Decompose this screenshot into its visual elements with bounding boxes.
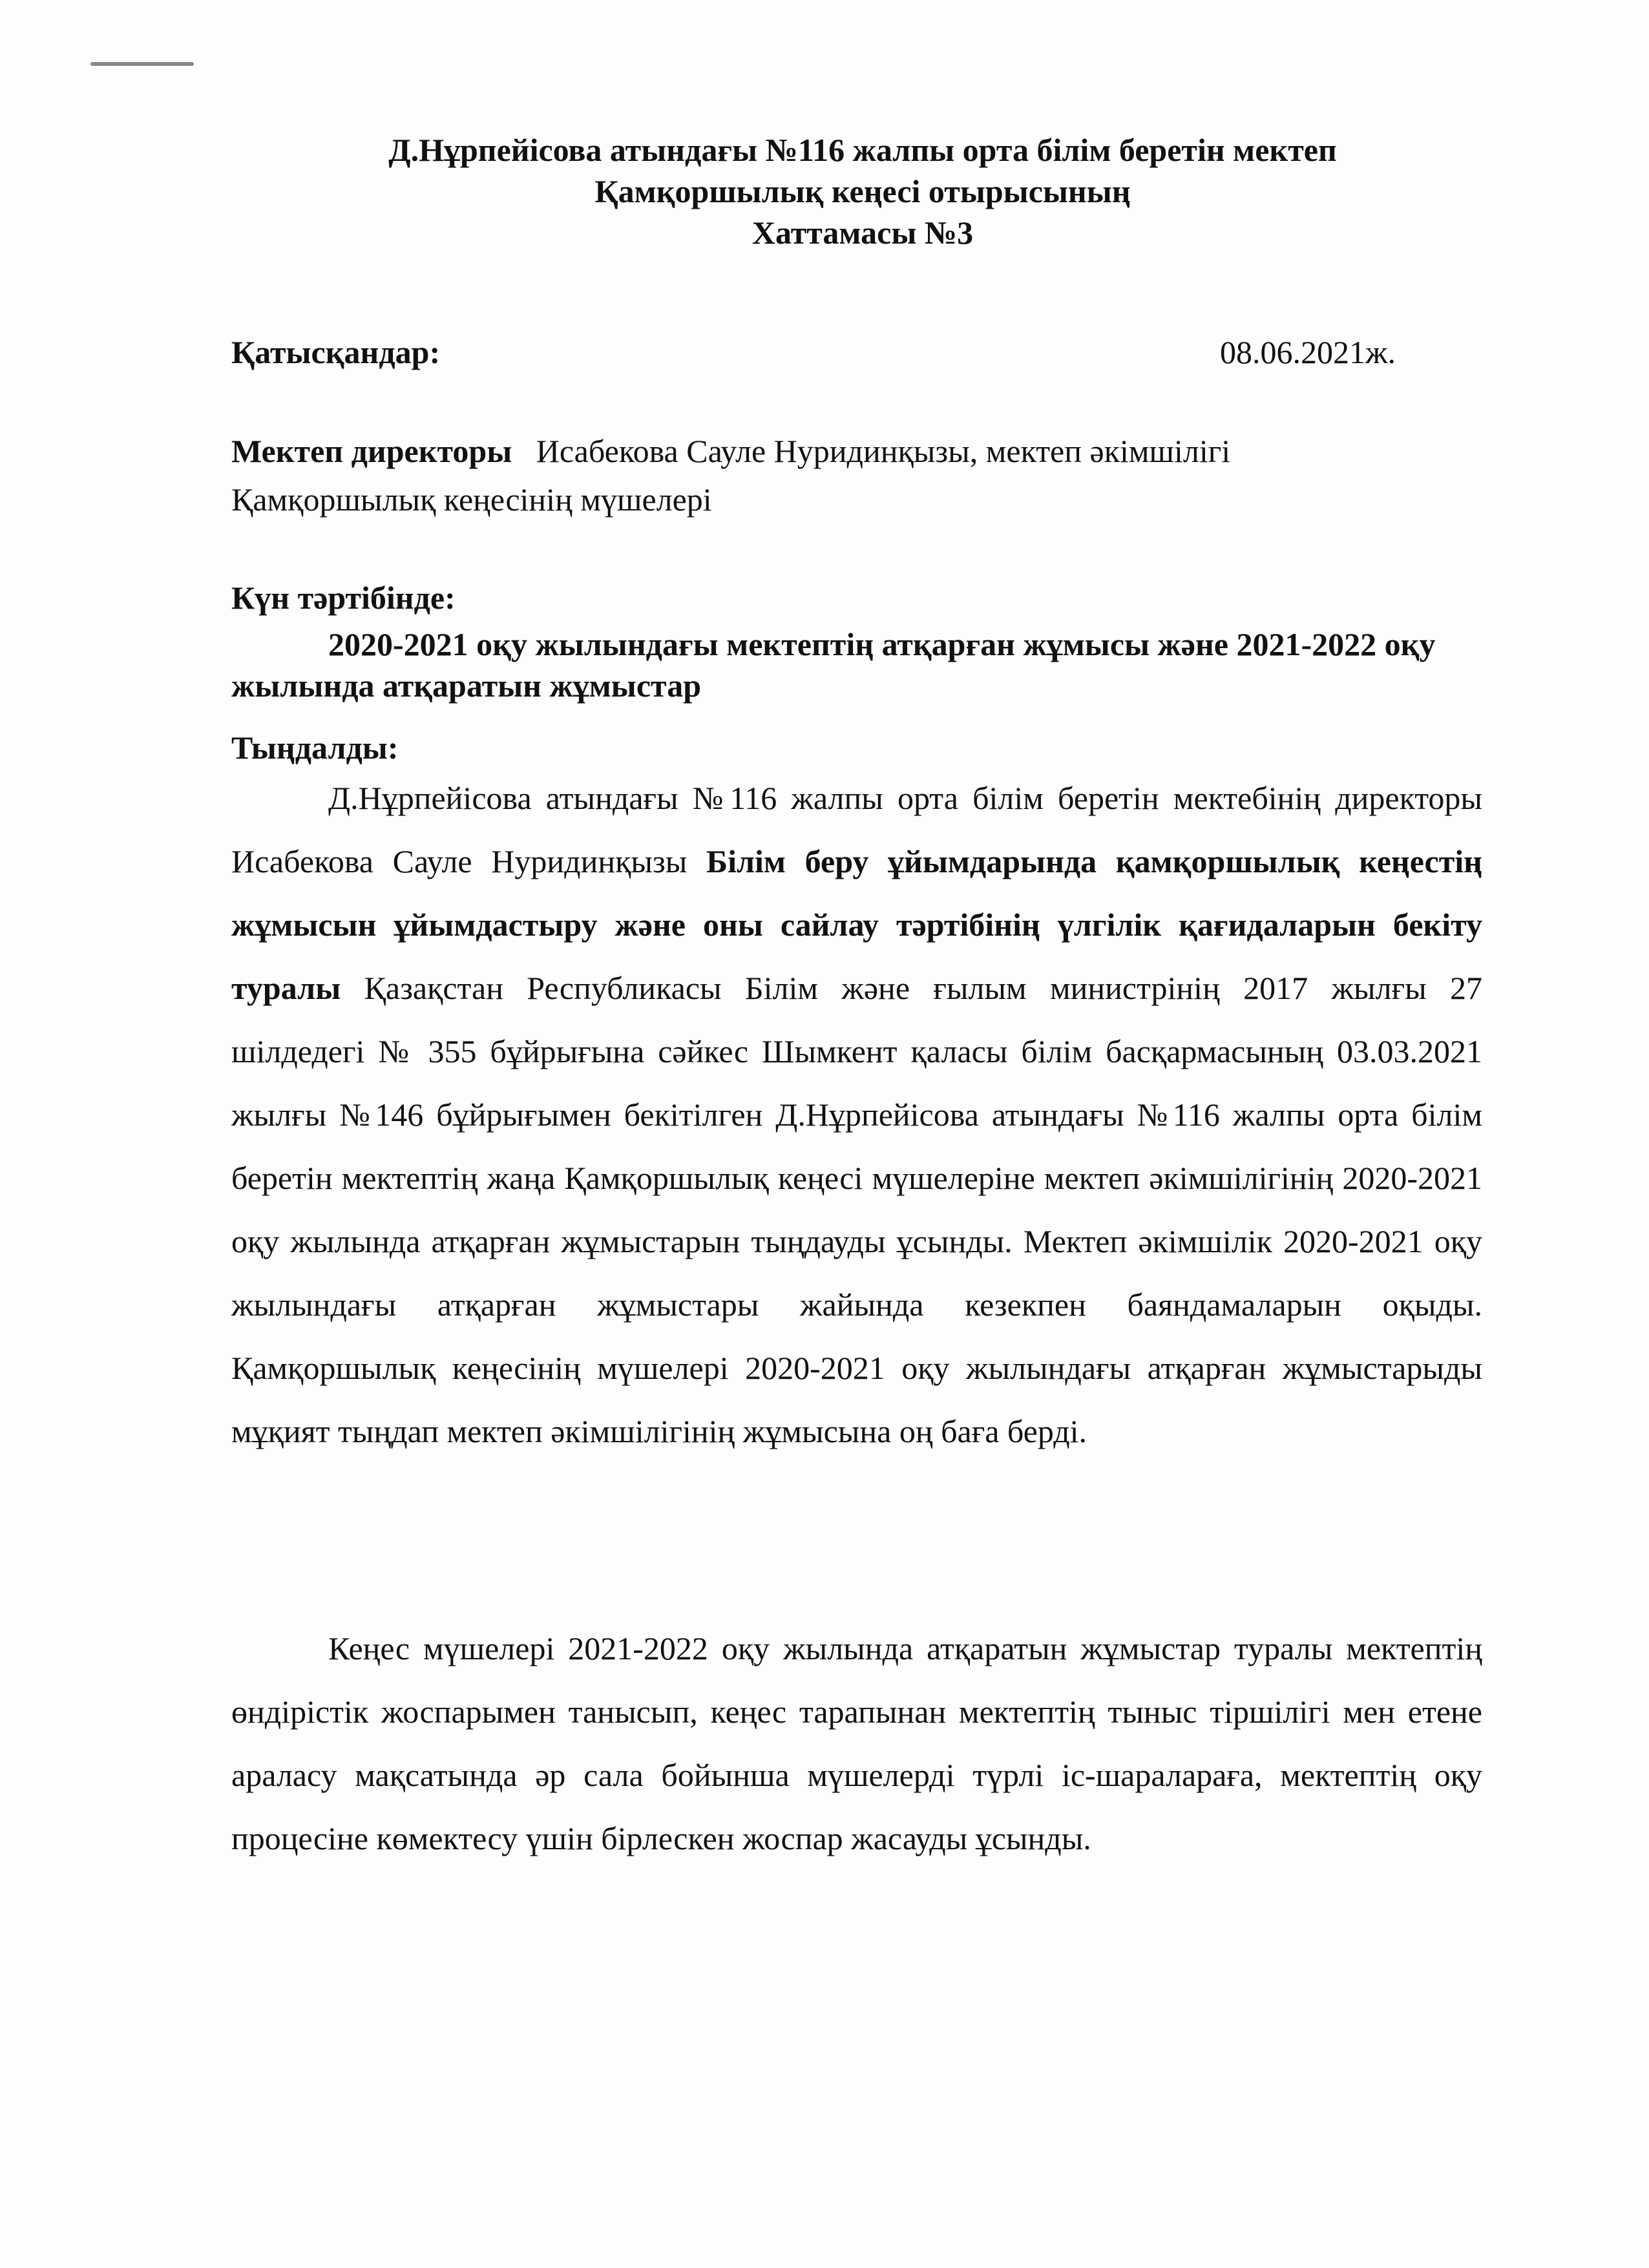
attendance-label: Қатысқандар: xyxy=(231,334,441,370)
heard-paragraph-1 xyxy=(231,766,1482,1463)
agenda-item: 2020-2021 оқу жылындағы мектептің атқарған жұмысы және 2021-2022 оқу жылында атқаратын жұмыстар xyxy=(231,626,1436,704)
heard-label: Тыңдалды: xyxy=(231,730,399,766)
p1-decree-title: Білім беру ұйымдарында қамқоршылық кеңестің жұмысын ұйымдастыру және оны сайлау тәртібінің үлгілік қағидаларын бекіту туралы xyxy=(231,843,1482,1006)
council-members: Қамқоршылық кеңесінің мүшелері xyxy=(231,481,712,518)
agenda-label: Күн тәртібінде: xyxy=(231,580,456,616)
document-header xyxy=(233,129,1493,253)
p1-end: Қазақстан Республикасы Білім және ғылым министрінің 2017 жылғы 27 шілдедегі № 355 бұйрығына сәйкес Шымкент қаласы білім басқармасының 03.03.2021 жылғы №146 бұйрығымен бекітілген Д.Нұрпейісова атындағы №116 жалпы орта білім беретін мектептің жаңа Қамқоршылық кеңесі мүшелеріне мектеп әкімшілігінің 2020-2021 оқу жылында атқарған жұмыстарын тыңдауды ұсынды. Мектеп әкімшілік 2020-2021 оқу жылындағы атқарған жұмыстары жайында кезекпен баяндамаларын оқыды. Қамқоршылық кеңесінің мүшелері 2020-2021 оқу жылындағы атқарған жұмыстарыды мұқият тыңдап мектеп әкімшілігінің жұмысына оң баға берді. xyxy=(231,970,1482,1449)
director-line xyxy=(231,430,1230,472)
director-name: Исабекова Сауле Нуридинқызы, мектеп әкімшілігі xyxy=(536,433,1231,469)
p1-start: Д.Нұрпейісова атындағы №116 жалпы орта білім беретін мектебінің директоры Исабекова Сауле Нуридинқызы xyxy=(231,780,1482,879)
document-date: 08.06.2021ж. xyxy=(1220,334,1396,370)
header-protocol-number: Хаттамасы №3 xyxy=(751,215,974,251)
header-school-name: Д.Нұрпейісова атындағы №116 жалпы орта білім беретін мектеп xyxy=(388,132,1337,168)
director-label: Мектеп директоры xyxy=(231,433,512,469)
heard-paragraph-2: Кеңес мүшелері 2021-2022 оқу жылында атқаратын жұмыстар туралы мектептің өндірістік жоспарымен танысып, кеңес тарапынан мектептің тыныс тіршілігі мен етене араласу мақсатында әр сала бойынша мүшелерді түрлі іс-шаралараға, мектептің оқу процесіне көмектесу үшін бірлескен жоспар жасауды ұсынды. xyxy=(231,1630,1482,1856)
scan-mark xyxy=(90,62,194,66)
header-council: Қамқоршылық кеңесі отырысының xyxy=(594,173,1131,209)
